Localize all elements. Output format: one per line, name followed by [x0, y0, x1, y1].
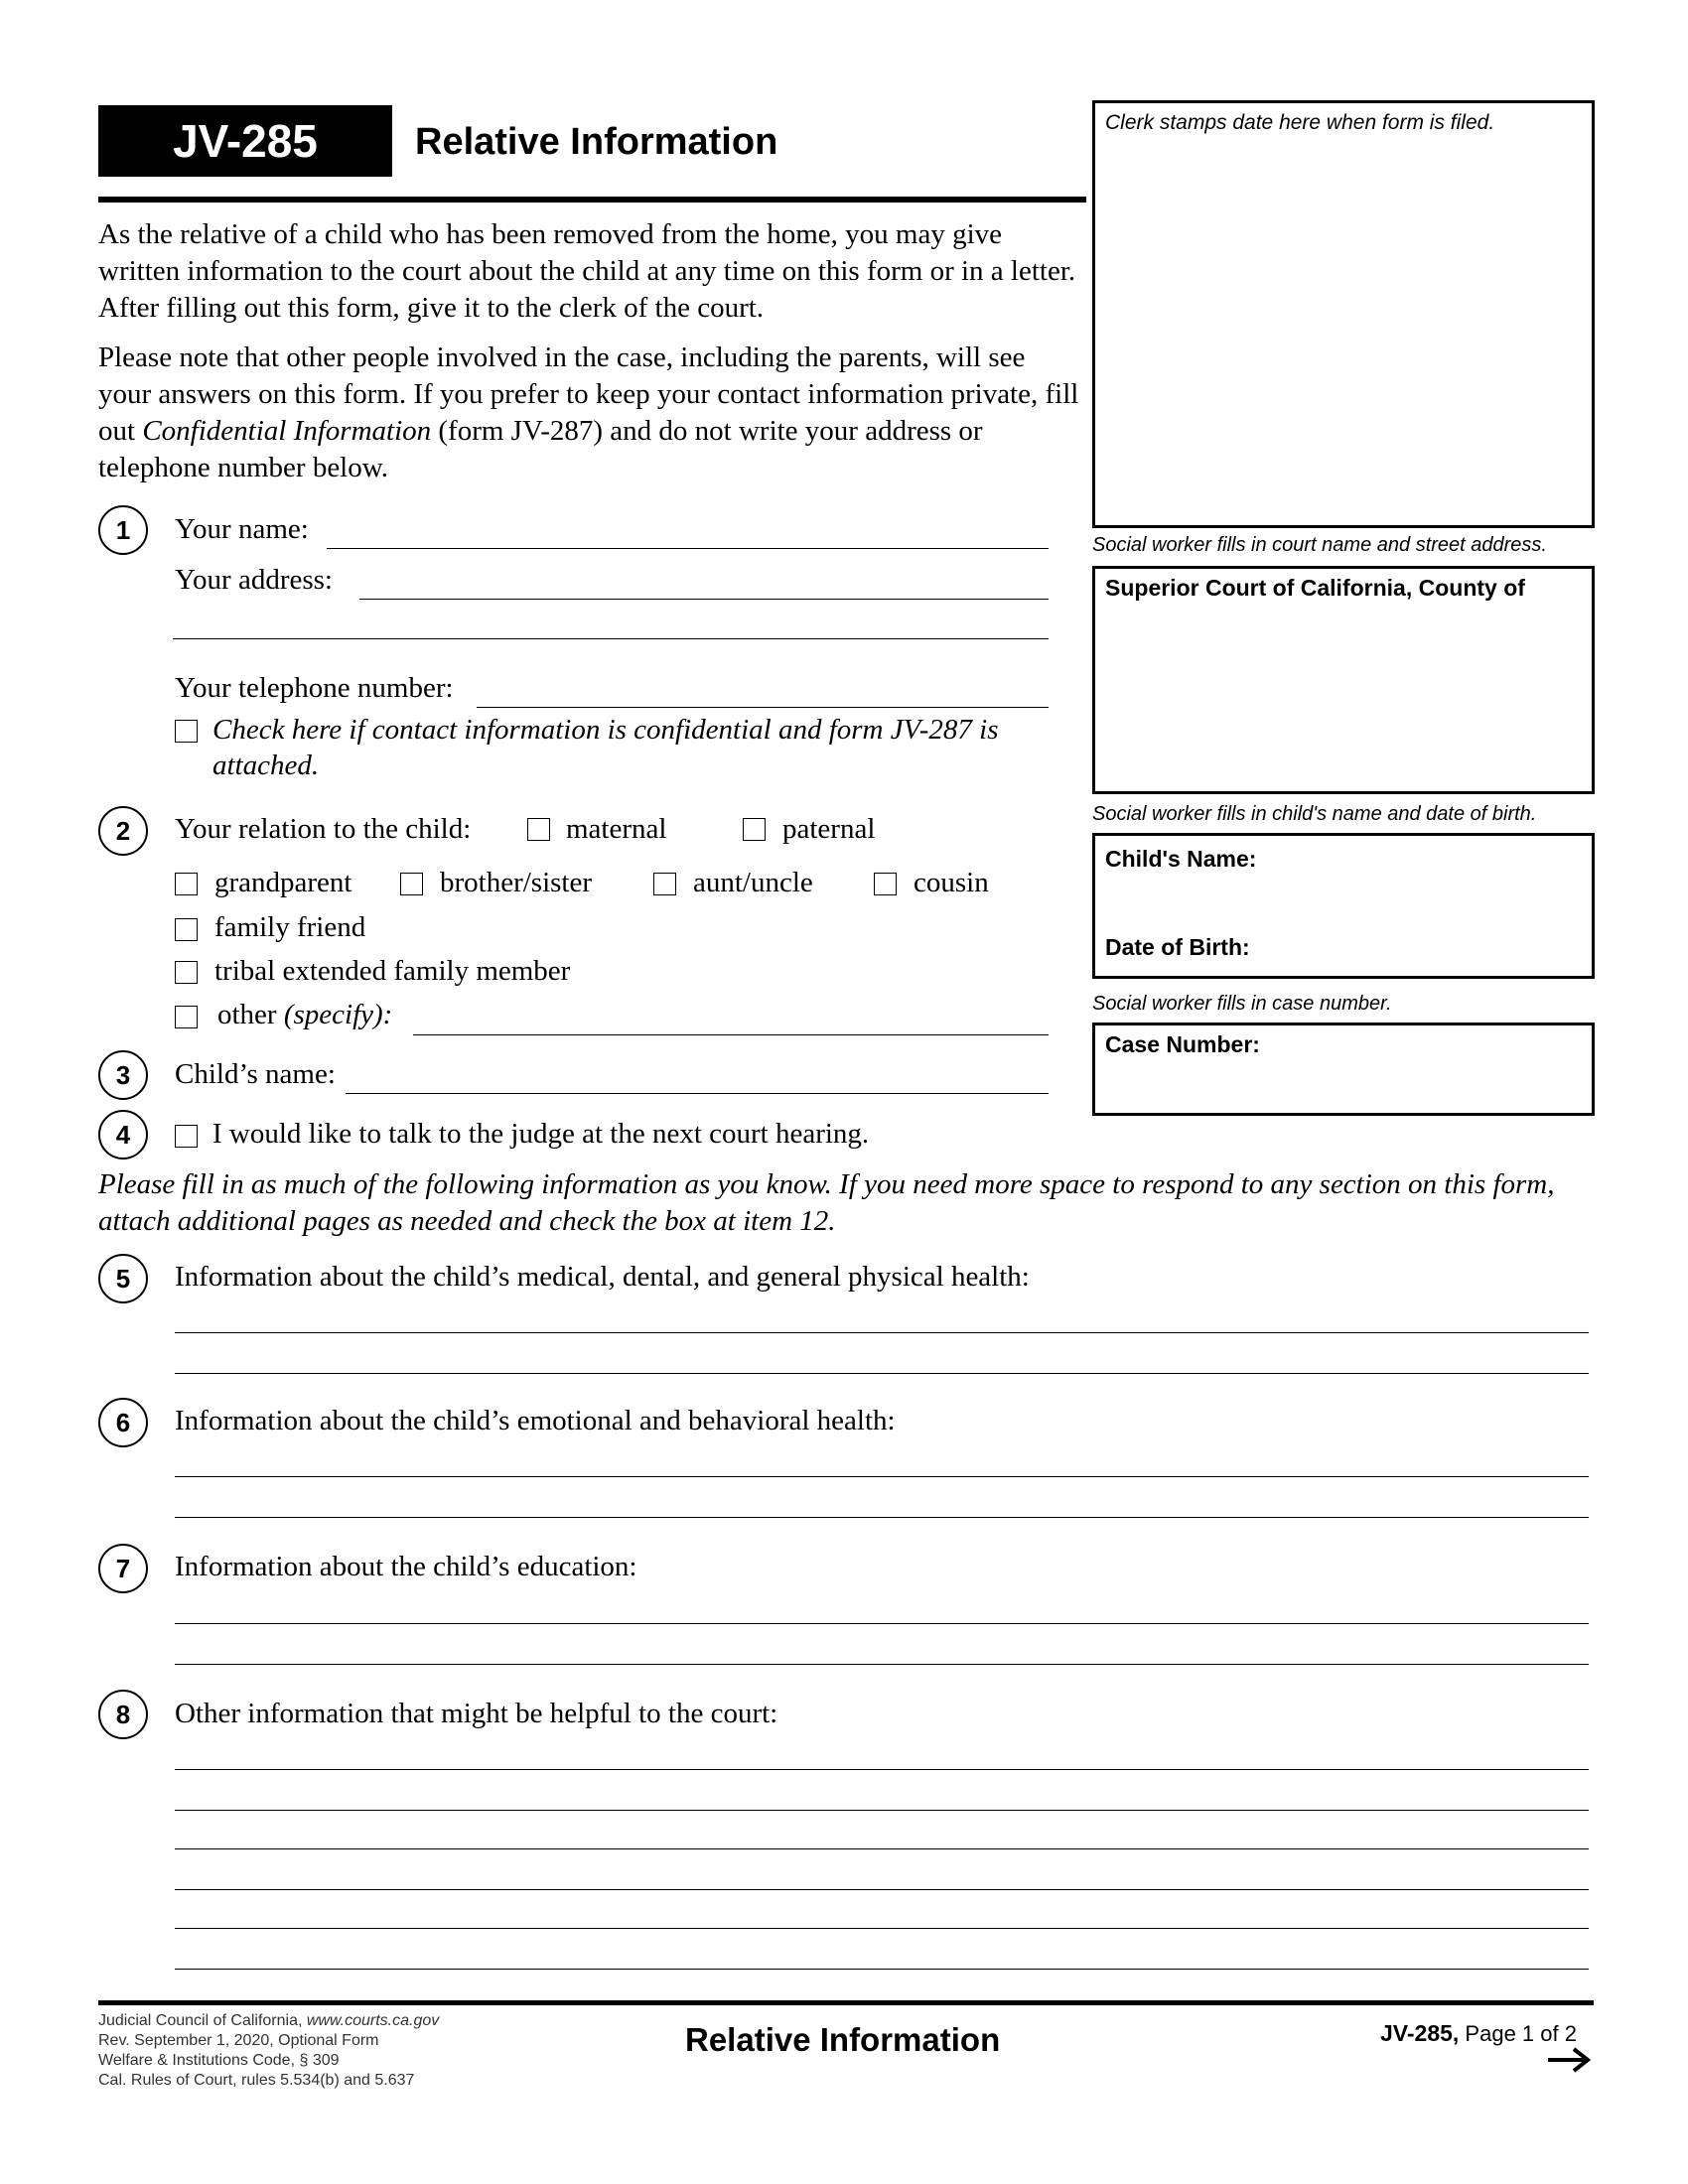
cousin-checkbox[interactable] [874, 873, 897, 895]
family-friend-label: family friend [214, 911, 366, 943]
footer-line-4: Cal. Rules of Court, rules 5.534(b) and 5.637 [98, 2072, 415, 2089]
other-info-line-3[interactable] [175, 1848, 1589, 1849]
footer-form-id: JV-285, [1380, 2020, 1460, 2046]
paternal-checkbox[interactable] [743, 818, 766, 841]
other-info-line-2[interactable] [175, 1810, 1589, 1811]
next-page-arrow-icon [1546, 2045, 1592, 2080]
family-friend-checkbox[interactable] [175, 918, 198, 941]
tribal-checkbox[interactable] [175, 961, 198, 984]
relation-label: Your relation to the child: [175, 813, 472, 845]
intro-paragraph-2 [98, 340, 1081, 486]
footer-citation [98, 2011, 439, 2091]
cousin-label: cousin [914, 867, 989, 898]
child-name-item-label: Child’s name: [175, 1058, 336, 1090]
child-info-note: Social worker fills in child's name and date of birth. [1092, 803, 1537, 825]
dob-label: Date of Birth: [1105, 934, 1250, 960]
item-number-3: 3 [98, 1050, 148, 1100]
other-info-line-6[interactable] [175, 1969, 1589, 1970]
talk-to-judge-label: I would like to talk to the judge at the next court hearing. [212, 1118, 870, 1150]
item-number-6: 6 [98, 1398, 148, 1447]
aunt-uncle-checkbox[interactable] [653, 873, 676, 895]
other-specify-field[interactable] [413, 1034, 1049, 1035]
other-text: other [217, 999, 277, 1030]
phone-field[interactable] [477, 707, 1049, 708]
emotional-line-1[interactable] [175, 1476, 1589, 1477]
header-divider [98, 197, 1086, 203]
clerk-stamp-label: Clerk stamps date here when form is filed. [1105, 111, 1495, 134]
specify-text: (specify): [283, 999, 393, 1030]
court-note: Social worker fills in court name and street address. [1092, 534, 1547, 556]
court-label: Superior Court of California, County of [1105, 575, 1525, 601]
emotional-label: Information about the child’s emotional and behavioral health: [175, 1405, 896, 1436]
your-name-label: Your name: [175, 513, 309, 545]
case-number-label: Case Number: [1105, 1031, 1260, 1057]
form-title: Relative Information [415, 121, 778, 163]
item-number-7: 7 [98, 1544, 148, 1593]
your-name-field[interactable] [327, 548, 1049, 549]
footer-line-1 [98, 2011, 439, 2031]
form-id-badge: JV-285 [98, 105, 392, 177]
medical-line-2[interactable] [175, 1373, 1589, 1374]
other-info-line-1[interactable] [175, 1769, 1589, 1770]
clerk-stamp-box [1092, 100, 1595, 528]
footer-website: www.courts.ca.gov [306, 2012, 440, 2029]
paternal-label: paternal [782, 813, 876, 845]
footer-title: Relative Information [685, 2021, 1001, 2058]
maternal-label: maternal [566, 813, 667, 845]
child-name-label: Child's Name: [1105, 846, 1257, 872]
tribal-label: tribal extended family member [214, 955, 571, 987]
address-field-line-1[interactable] [359, 599, 1049, 600]
case-note: Social worker fills in case number. [1092, 993, 1392, 1015]
item-number-1: 1 [98, 505, 148, 555]
page-number: Page 1 of 2 [1465, 2021, 1577, 2046]
emotional-line-2[interactable] [175, 1517, 1589, 1518]
phone-label: Your telephone number: [175, 672, 454, 704]
footer-line-2: Rev. September 1, 2020, Optional Form [98, 2032, 379, 2049]
other-info-line-5[interactable] [175, 1928, 1589, 1929]
address-field-line-2[interactable] [173, 638, 1049, 639]
education-line-2[interactable] [175, 1664, 1589, 1665]
child-info-box[interactable] [1092, 833, 1595, 979]
other-checkbox[interactable] [175, 1006, 198, 1028]
other-info-line-4[interactable] [175, 1889, 1589, 1890]
item-number-2: 2 [98, 806, 148, 856]
item-number-8: 8 [98, 1690, 148, 1739]
medical-line-1[interactable] [175, 1332, 1589, 1333]
your-address-label: Your address: [175, 564, 333, 596]
item-number-5: 5 [98, 1254, 148, 1303]
footer-line-3: Welfare & Institutions Code, § 309 [98, 2052, 340, 2069]
other-label [217, 999, 392, 1031]
footer-page-info [1380, 2020, 1577, 2047]
education-line-1[interactable] [175, 1623, 1589, 1624]
confidential-checkbox[interactable] [175, 720, 198, 743]
grandparent-label: grandparent [214, 867, 352, 898]
confidential-text-2: attached. [212, 750, 320, 781]
court-box[interactable] [1092, 566, 1595, 794]
grandparent-checkbox[interactable] [175, 873, 198, 895]
medical-label: Information about the child’s medical, dental, and general physical health: [175, 1261, 1030, 1293]
footer-divider [98, 2000, 1594, 2005]
instructions-text: Please fill in as much of the following information as you know. If you need more space to respond to any section on this form, attach additional pages as needed and check the box at item 12. [98, 1168, 1555, 1237]
education-label: Information about the child’s education: [175, 1551, 637, 1582]
intro-paragraph-1: As the relative of a child who has been removed from the home, you may give written information to the court about the child at any time on this form or in a letter. After filling out this form, give it to the clerk of the court. [98, 218, 1076, 324]
talk-to-judge-checkbox[interactable] [175, 1125, 198, 1148]
intro-text-a: Please note that other people involved in the case, including the parents, will see your answers on this form. If you prefer to keep your contact information private, fill out [98, 341, 1079, 447]
footer-publisher: Judicial Council of California, [98, 2012, 307, 2029]
aunt-uncle-label: aunt/uncle [693, 867, 813, 898]
item-number-4: 4 [98, 1110, 148, 1160]
intro-text-b: (form JV-287) and do not write your address or telephone number below. [98, 415, 983, 483]
child-name-field[interactable] [346, 1093, 1049, 1094]
other-info-label: Other information that might be helpful to the court: [175, 1698, 778, 1729]
case-number-box[interactable] [1092, 1023, 1595, 1116]
sibling-checkbox[interactable] [400, 873, 423, 895]
intro-form-name: Confidential Information [142, 415, 432, 447]
sibling-label: brother/sister [440, 867, 593, 898]
confidential-text-1: Check here if contact information is confidential and form JV-287 is [212, 714, 999, 746]
maternal-checkbox[interactable] [527, 818, 550, 841]
